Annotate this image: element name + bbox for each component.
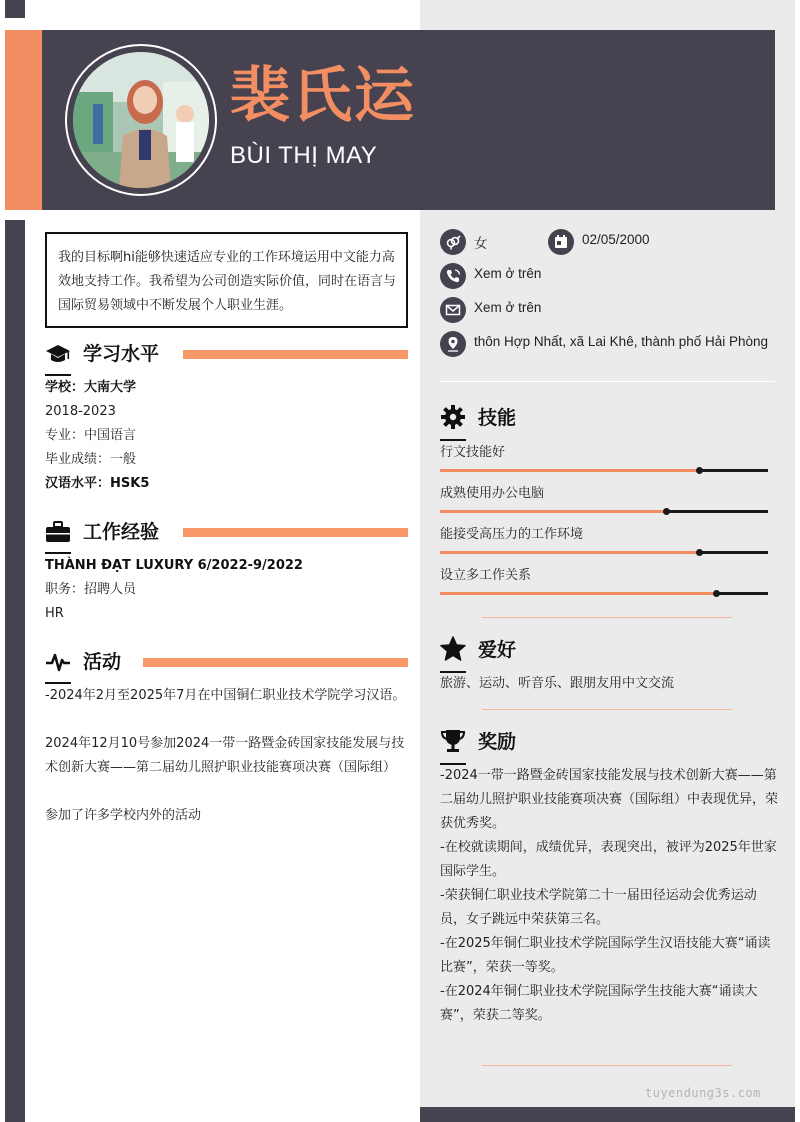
section-bar (183, 528, 408, 537)
skill-level-fill (440, 551, 699, 554)
skill-level-knob (713, 590, 720, 597)
section-title: 奖励 (478, 731, 517, 753)
trophy-icon (440, 728, 466, 754)
section-title: 技能 (478, 407, 517, 429)
skill-level-fill (440, 592, 716, 595)
skill-level-knob (663, 508, 670, 515)
skill-name: 行文技能好 (440, 445, 506, 460)
map-pin-icon (440, 331, 466, 357)
award-item: -荣获铜仁职业技术学院第二十一届田径运动会优秀运动员，女子跳远中荣获第三名。 (440, 888, 757, 927)
activity-item: 参加了许多学校内外的活动 (45, 808, 202, 823)
skill-level-fill (440, 469, 699, 472)
skill-level-fill (440, 510, 666, 513)
section-divider (482, 617, 732, 618)
name-chinese: 裴氏运 (230, 61, 416, 131)
skill-name: 设立多工作关系 (440, 568, 532, 583)
section-title: 爱好 (478, 639, 517, 661)
activity-item: 2024年12月10号参加2024一带一路暨金砖国家技能发展与技术创新大赛——第二届幼儿照护职业技能赛项决赛（国际组） (45, 736, 405, 775)
career-objective: 我的目标啊hi能够快速适应专业的工作环境运用中文能力高效地支持工作。我希望为公司创造实际价值，同时在语言与国际贸易领域中不断发展个人职业生涯。 (45, 232, 408, 328)
skill-level-knob (696, 467, 703, 474)
award-item: -在校就读期间，成绩优异，表现突出，被评为2025年世家国际学生。 (440, 840, 777, 879)
education-school: 学校：大南大学 (45, 380, 137, 395)
briefcase-icon (45, 520, 71, 544)
section-divider (482, 1065, 732, 1066)
gender-icon (440, 229, 466, 255)
address-value: thôn Hợp Nhất, xã Lai Khê, thành phố Hải Phòng (474, 334, 769, 349)
avatar (65, 44, 217, 196)
name-vietnamese: BÙI THỊ MAY (230, 142, 378, 169)
calendar-icon (548, 229, 574, 255)
gear-icon (440, 404, 466, 430)
section-bar (143, 658, 408, 667)
bottom-bar (420, 1107, 795, 1122)
skill-name: 能接受高压力的工作环境 (440, 527, 584, 542)
skill-level-knob (696, 549, 703, 556)
profile-photo (73, 52, 209, 188)
birthday-value: 02/05/2000 (582, 232, 650, 247)
skill-level-bar (440, 510, 768, 513)
section-title: 学习水平 (83, 343, 160, 365)
section-title: 工作经验 (83, 521, 160, 543)
activity-item: -2024年2月至2025年7月在中国铜仁职业技术学院学习汉语。 (45, 688, 406, 703)
education-grade: 毕业成绩：一般 (45, 452, 137, 467)
graduation-cap-icon (45, 342, 71, 366)
experience-company: THÀNH ĐẠT LUXURY 6/2022-9/2022 (45, 558, 303, 573)
section-bar (183, 350, 408, 359)
left-side-bar (5, 220, 25, 1122)
skill-level-bar (440, 469, 768, 472)
gender-value: 女 (474, 236, 488, 251)
education-hsk: 汉语水平：HSK5 (45, 476, 150, 491)
envelope-icon (440, 297, 466, 323)
hobbies-text: 旅游、运动、听音乐、跟朋友用中文交流 (440, 676, 675, 691)
header-banner (5, 30, 775, 210)
award-item: -在2024年铜仁职业技术学院国际学生技能大赛“诵读大赛”，荣获二等奖。 (440, 984, 758, 1023)
phone-icon (440, 263, 466, 289)
top-left-block (5, 0, 25, 18)
skill-level-bar (440, 551, 768, 554)
contact-divider (440, 381, 775, 382)
section-title: 活动 (83, 651, 122, 673)
heartbeat-icon (45, 650, 71, 674)
section-divider (482, 709, 732, 710)
experience-position: 职务：招聘人员 (45, 582, 137, 597)
email-value: Xem ở trên (474, 300, 542, 315)
star-icon (440, 636, 466, 662)
award-item: -2024一带一路暨金砖国家技能发展与技术创新大赛——第二届幼儿照护职业技能赛项决赛（国际组）中表现优异，荣获优秀奖。 (440, 768, 779, 831)
education-years: 2018-2023 (45, 404, 116, 419)
education-major: 专业：中国语言 (45, 428, 137, 443)
award-item: -在2025年铜仁职业技术学院国际学生汉语技能大赛“诵读比赛”，荣获一等奖。 (440, 936, 771, 975)
phone-value: Xem ở trên (474, 266, 542, 281)
watermark: tuyendung3s.com (645, 1086, 761, 1100)
skill-level-bar (440, 592, 768, 595)
skill-name: 成熟使用办公电脑 (440, 486, 545, 501)
experience-dept: HR (45, 606, 64, 621)
header-accent-strip (5, 30, 42, 210)
